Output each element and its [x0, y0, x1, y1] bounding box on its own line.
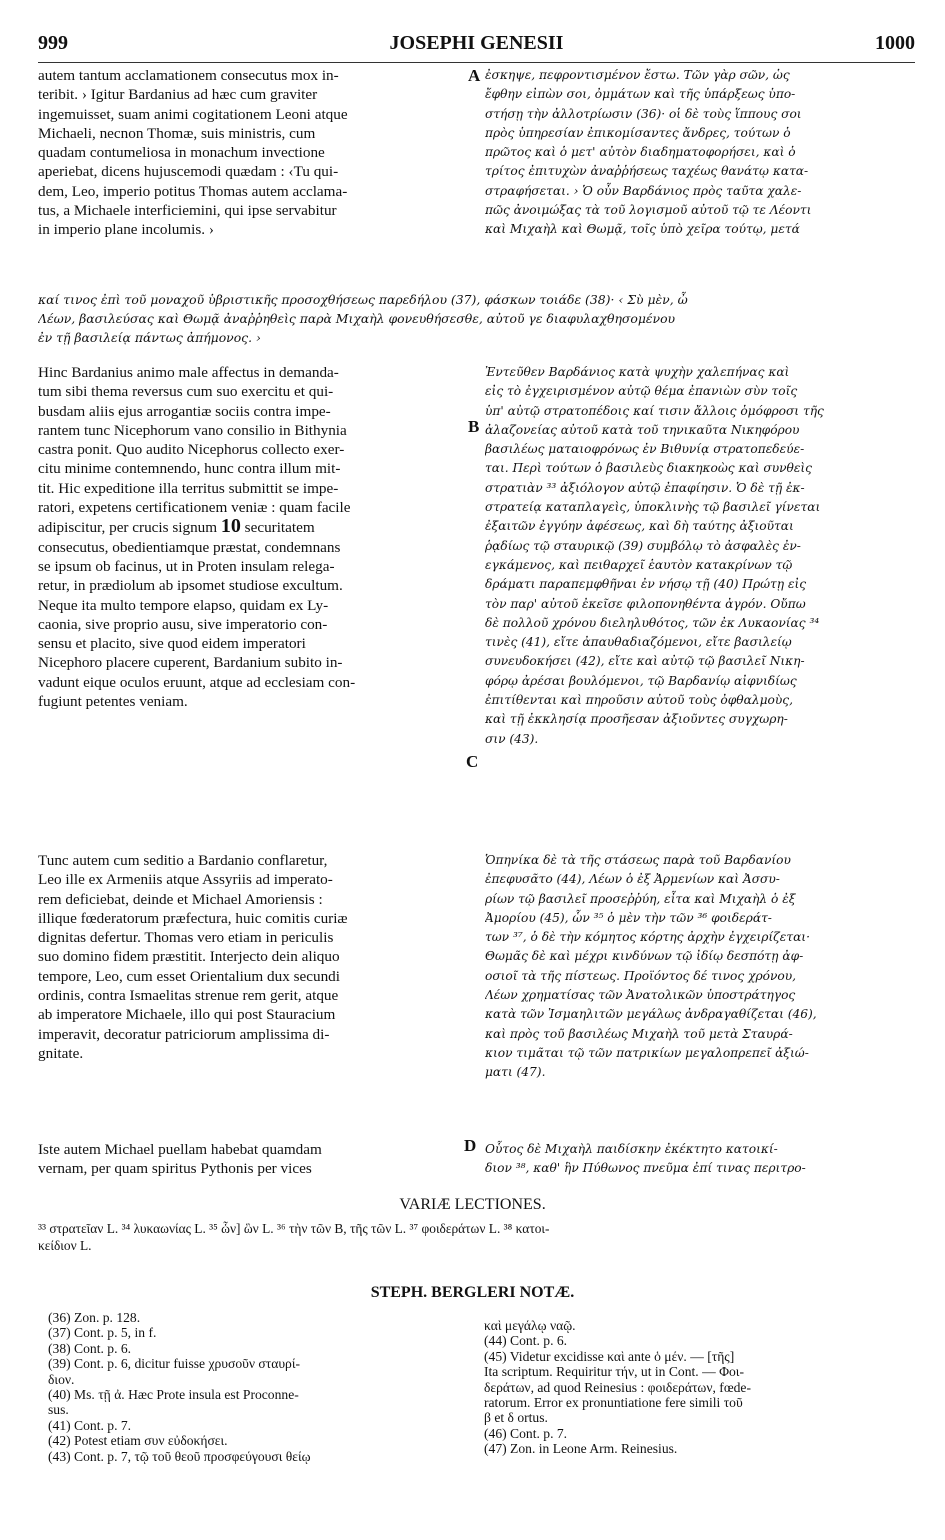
text-line: busdam aliis ejus arrogantiæ sociis contra impe- — [38, 402, 331, 420]
note-line: β et δ ortus. — [484, 1410, 548, 1426]
note-line: δεράτων, ad quod Reinesius : φοιδεράτων, fœde- — [484, 1379, 751, 1395]
text-line: ται. Περὶ τούτων ὁ βασιλεὺς διακηκοὼς καὶ συνθεὶς — [485, 461, 812, 476]
note-line: (45) Videtur excidisse καὶ ante ὁ μέν. — [τῆς] — [484, 1348, 735, 1364]
text-line: Michaeli, necnon Thomæ, suis ministris, cum — [38, 124, 316, 142]
text-line: τὸν παρ' αὐτοῦ ἐκεῖσε φιλοπονηθέντα ἀγρόν. Οὔπω — [485, 596, 806, 611]
text-line: tit. Hic expeditione illa territus submittit se impe- — [38, 479, 339, 497]
text-line: dem, Leo, imperio potitus Thomas autem acclama- — [38, 182, 348, 200]
text-line: Leo ille ex Armeniis atque Assyriis ad imperato- — [38, 871, 333, 889]
text-line: vadunt eique oculos eruunt, atque ad ecclesiam con- — [38, 673, 356, 691]
text-line: illique fœderatorum præfectura, huic comitis curiæ — [38, 909, 348, 927]
text-line: φόρῳ ἀρέσαι βουλόμενοι, τῷ Βαρδανίῳ αἰφνιδίως — [485, 673, 797, 688]
text-line: εγκάμενος, καὶ πειθαρχεῖ ἑαυτὸν κατακρίνων τῷ — [485, 557, 793, 572]
text-line: ordinis, contra Ismaelitas strenue rem gerit, atque — [38, 987, 339, 1005]
note-line: (40) Ms. τῇ ἀ. Hæc Prote insula est Proconne- — [48, 1387, 299, 1403]
text-line: Tunc autem cum seditio a Bardanio conflaretur, — [38, 852, 328, 869]
text-line: στρατείᾳ καταπλαγεὶς, ὑποκλινὴς τῷ βασιλεῖ γίνεται — [485, 500, 821, 515]
note-line: ratorum. Error ex pronuntiatione fere simili τοῦ — [484, 1395, 743, 1411]
note-line: (47) Zon. in Leone Arm. Reinesius. — [484, 1441, 678, 1457]
text-line: κατὰ τῶν Ἰσμαηλιτῶν μεγάλως ἀνδραγαθίζεται (46), — [485, 1007, 817, 1022]
text-line: teribit. › Igitur Bardanius ad hæc cum graviter — [38, 86, 318, 104]
note-line: (44) Cont. p. 6. — [484, 1333, 568, 1349]
text-line: ἀλαζονείας αὐτοῦ κατὰ τοῦ τηνικαῦτα Νικηφόρου — [485, 422, 800, 437]
text-line: κιον τιμᾶται τῷ τῶν πατρικίων μεγαλοπρεπεῖ ἀξιώ- — [485, 1045, 809, 1060]
running-title: JOSEPHI GENESII — [389, 32, 564, 54]
notae-left — [48, 1310, 468, 1464]
note-line: διον. — [48, 1371, 75, 1387]
text-line: suo domino fidem præstitit. Interjecto dein aliquo — [38, 948, 340, 966]
text-line: πρῶτος καὶ ὁ μετ' αὐτὸν διαδηματοφορήσει, καὶ ὁ — [485, 145, 796, 160]
text-line: rantem tunc Nicephorum vano consilio in Bithynia — [38, 421, 347, 439]
text-line: gnitate. — [38, 1044, 84, 1062]
note-line: (39) Cont. p. 6, dicitur fuisse χρυσοῦν σταυρί- — [48, 1356, 301, 1372]
text-line: citu minime contemnendo, hunc contra illum mit- — [38, 460, 341, 478]
text-line: δράματι παραπεμφθῆναι ἐν νήσῳ τῇ (40) Πρώτῃ εἰς — [485, 577, 807, 592]
running-header — [38, 32, 915, 62]
text-line: ὑπ' αὐτῷ στρατοπέδοις καί τισιν ἄλλοις ὁμόφροσι τῆς — [485, 403, 824, 418]
text-line: in imperio plane incolumis. › — [38, 221, 214, 239]
text-line: imperavit, decoratur patriciorum amplissima di- — [38, 1025, 330, 1043]
text-line: sensu et placito, sive quod eidem imperatori — [38, 635, 306, 653]
greek-block-2 — [485, 363, 915, 749]
note-line: (37) Cont. p. 5, in f. — [48, 1325, 157, 1341]
text-line: Οὗτος δὲ Μιχαὴλ παιδίσκην ἐκέκτητο κατοικί- — [485, 1142, 778, 1156]
text-line: βασιλέως ματαιοφρόνως ἐν Βιθυνίᾳ στρατοπεδεύε- — [485, 442, 805, 457]
notae-right — [484, 1318, 914, 1457]
text-line: καὶ Μιχαὴλ καὶ Θωμᾷ, τοῖς ὑπὸ χεῖρα τούτῳ, μετά — [485, 222, 800, 237]
inline-section-number: 10 — [220, 515, 241, 538]
text-line: Ὁπηνίκα δὲ τὰ τῆς στάσεως παρὰ τοῦ Βαρδανίου — [485, 853, 791, 867]
text-line: tempore, Leo, cum esset Orientalium dux secundi — [38, 967, 340, 985]
page-number-right: 1000 — [875, 32, 915, 54]
text-line: ab imperatore Michaele, illo qui post Stauracium — [38, 1006, 336, 1024]
text-line: ἐν τῇ βασιλείᾳ πάντως ἀπήμονος. › — [38, 330, 261, 345]
text-line: τρίτος ἐπιτυχὼν ἀναῤῥήσεως ταχέως θανάτῳ κατα- — [485, 164, 809, 179]
text-line: retur, in prædiolum ab ipsomet studiose excultum. — [38, 577, 343, 595]
text-line: των ³⁷, ὁ δὲ τὴν κόμητος κόρτης ἀρχὴν ἐγχειρίζεται· — [485, 930, 810, 945]
text-line: ματι (47). — [485, 1065, 546, 1080]
text-line: Neque ita multo tempore elapso, quidam ex Ly- — [38, 596, 329, 614]
text-line: Λέων χρηματίσας τῶν Ἀνατολικῶν ὑποστράτηγος — [485, 988, 796, 1003]
text-line: στήσῃ τὴν ἀλλοτρίωσιν (36)· οἱ δὲ τοὺς ἵππους σοι — [485, 106, 802, 121]
text-line: σιν (43). — [485, 731, 539, 746]
note-line: καὶ μεγάλῳ ναῷ. — [484, 1318, 576, 1333]
text-line: Nicephoro placere cuperent, Bardanium subito in- — [38, 654, 343, 672]
text-line: στρατιὰν ³³ ἀξιόλογον αὐτῷ ἐπαφίησιν. Ὁ δὲ τῇ ἐκ- — [485, 480, 805, 495]
text-line: πῶς ἀνοιμώξας τὰ τοῦ λογισμοῦ αὐτοῦ τῷ τε Λέοντι — [485, 203, 812, 218]
greek-wide-block — [38, 290, 918, 347]
text-line — [38, 517, 468, 537]
text-line: πρὸς ὑπηρεσίαν ἐπικομίσαντες ἄνδρες, τούτων ὁ — [485, 125, 791, 140]
text-line: ratori, expetens certificationem veniæ : quam facile — [38, 499, 351, 517]
note-line: Ita scriptum. Requiritur τήν, ut in Cont. — Φοι- — [484, 1364, 744, 1380]
text-line: ἔφθην εἰπὼν σοι, ὀμμάτων καὶ τῆς ὑπάρξεως ὑπο- — [485, 87, 796, 102]
text-line: ἐξαιτῶν ἐγγύην ἀφέσεως, καὶ δὴ ταύτης ἀξιοῦται — [485, 519, 794, 534]
greek-block-1 — [485, 66, 915, 240]
note-line: (38) Cont. p. 6. — [48, 1340, 132, 1356]
margin-letter-a: A — [468, 66, 481, 85]
margin-letter-b: B — [468, 417, 480, 436]
text-line: κείδιον L. — [38, 1238, 92, 1253]
margin-letter-d: D — [464, 1136, 477, 1155]
text-line: tum sibi thema reversus cum suo exercitu et qui- — [38, 383, 334, 401]
header-rule — [38, 62, 915, 63]
text-line: οσιοῖ τὰ τῆς πίστεως. Προϊόντος δέ τινος χρόνου, — [485, 968, 796, 983]
text-line: Λέων, βασιλεύσας καὶ Θωμᾷ ἀναῤῥηθεὶς παρὰ Μιχαὴλ φονευθήσεσθε, αὐτοῦ γε διαφυλαχθησομένου — [38, 311, 676, 326]
text-fragment: adipiscitur, per crucis signum — [38, 519, 218, 537]
text-line: ἐσκηψε, πεφροντισμένον ἔστω. Τῶν γὰρ σῶν, ὡς — [485, 68, 790, 82]
text-line: Hinc Bardanius animo male affectus in demanda- — [38, 364, 339, 381]
note-line: (43) Cont. p. 7, τῷ τοῦ θεοῦ προσφεύγουσι θείῳ — [48, 1448, 311, 1464]
text-line: τινὲς (41), εἴτε ἀπαυθαδιαζόμενοι, εἴτε βασιλείῳ — [485, 635, 792, 650]
greek-block-3 — [485, 851, 915, 1083]
text-line: ingemuisset, suam animi cogitationem Leoni atque — [38, 105, 348, 123]
text-line: vernam, per quam spiritus Pythonis per vices — [38, 1160, 312, 1178]
page-number-left: 999 — [38, 32, 68, 54]
text-line: ³³ στρατεῖαν L. ³⁴ λυκαωνίας L. ³⁵ ὧν] ὣν L. ³⁶ τὴν τῶν B, τῆς τῶν L. ³⁷ φοιδεράτων L. ³⁸ κατοι- — [38, 1221, 550, 1236]
text-line: quadam contumeliosa in monachum invectione — [38, 144, 325, 162]
latin-block-3 — [38, 851, 468, 1063]
latin-block-2 — [38, 363, 468, 711]
latin-block-1 — [38, 66, 468, 240]
notae-heading: STEPH. BERGLERI NOTÆ. — [370, 1284, 575, 1301]
text-line: στραφήσεται. › Ὁ οὖν Βαρδάνιος πρὸς ταῦτα χαλε- — [485, 183, 802, 198]
text-line: εἰς τὸ ἐγχειρισμένον αὐτῷ θέμα ἐπανιὼν σὺν τοῖς — [485, 384, 798, 399]
note-line: (41) Cont. p. 7. — [48, 1417, 132, 1433]
text-line: rem deficiebat, deinde et Michael Amoriensis : — [38, 890, 323, 908]
text-line: tus, a Michaele interficiemini, qui ipse servabitur — [38, 202, 337, 220]
text-line: καὶ πρὸς τοῦ βασιλέως Μιχαὴλ τοῦ μετὰ Σταυρά- — [485, 1026, 793, 1041]
text-line: se ipsum ob facinus, ut in Proten insulam relega- — [38, 557, 335, 575]
text-line: Iste autem Michael puellam habebat quamdam — [38, 1141, 322, 1158]
text-line: διον ³⁸, καθ' ἣν Πύθωνος πνεῦμα ἐπί τινας περιτρο- — [485, 1161, 806, 1176]
text-line: ῥᾳδίως τῷ σταυρικῷ (39) συμβόλῳ τὸ ἀσφαλὲς ἐν- — [485, 538, 801, 553]
text-line: aperiebat, dicens hujuscemodi quædam : ‹Tu qui- — [38, 163, 339, 181]
text-line: καί τινος ἐπὶ τοῦ μοναχοῦ ὑβριστικῆς προσοχθήσεως παρεδήλου (37), φάσκων τοιάδε (38)· ‹ Σὺ μὲν, ὦ — [38, 292, 688, 307]
text-line: castra ponit. Quo audito Nicephorus collecto exer- — [38, 441, 345, 459]
variae-heading: VARIÆ LECTIONES. — [399, 1196, 546, 1213]
text-line: Ἀμορίου (45), ὧν ³⁵ ὁ μὲν τὴν τῶν ³⁶ φοιδεράτ- — [485, 910, 772, 925]
text-line: συνευδοκήσει (42), εἴτε καὶ αὐτῷ τῷ βασιλεῖ Νικη- — [485, 654, 805, 669]
text-line: ἐπεφυσᾶτο (44), Λέων ὁ ἐξ Ἀρμενίων καὶ Ἀσσυ- — [485, 872, 780, 887]
text-line: consecutus, obedientiamque præstat, condemnans — [38, 538, 341, 556]
variae-lines — [38, 1220, 918, 1254]
text-line: ρίων τῷ βασιλεῖ προσεῤῥύη, εἶτα καὶ Μιχαὴλ ὁ ἐξ — [485, 891, 796, 906]
note-line: (36) Zon. p. 128. — [48, 1310, 141, 1325]
note-line: sus. — [48, 1402, 69, 1418]
text-line: Θωμᾶς δὲ καὶ μέχρι κινδύνων τῷ ἰδίῳ δεσπότῃ ἀφ- — [485, 949, 804, 964]
text-line: caonia, sive proprio ausu, sive imperatorio con- — [38, 615, 328, 633]
text-line: καὶ τῇ ἐκκλησίᾳ προσῆεσαν ἀξιοῦντες συγχωρη- — [485, 712, 788, 727]
note-line: (46) Cont. p. 7. — [484, 1425, 568, 1441]
note-line: (42) Potest etiam συν εὐδοκήσει. — [48, 1433, 228, 1449]
text-line: dignitas defertur. Thomas vero etiam in periculis — [38, 929, 334, 947]
latin-block-4 — [38, 1140, 468, 1179]
margin-letter-c: C — [466, 752, 479, 771]
text-fragment: securitatem — [244, 519, 315, 537]
text-line: Ἐντεῦθεν Βαρδάνιος κατὰ ψυχὴν χαλεπήνας καὶ — [485, 365, 790, 379]
text-line: autem tantum acclamationem consecutus mox in- — [38, 67, 339, 84]
greek-block-4 — [485, 1140, 915, 1179]
text-line: ἐπιτίθενται καὶ πηροῦσιν αὐτοῦ τοὺς ὀφθαλμοὺς, — [485, 693, 793, 708]
text-line: fugiunt petentes veniam. — [38, 693, 188, 711]
text-line: δὲ πολλοῦ χρόνου διεληλυθότος, τῶν ἐκ Λυκαονίας ³⁴ — [485, 615, 820, 630]
